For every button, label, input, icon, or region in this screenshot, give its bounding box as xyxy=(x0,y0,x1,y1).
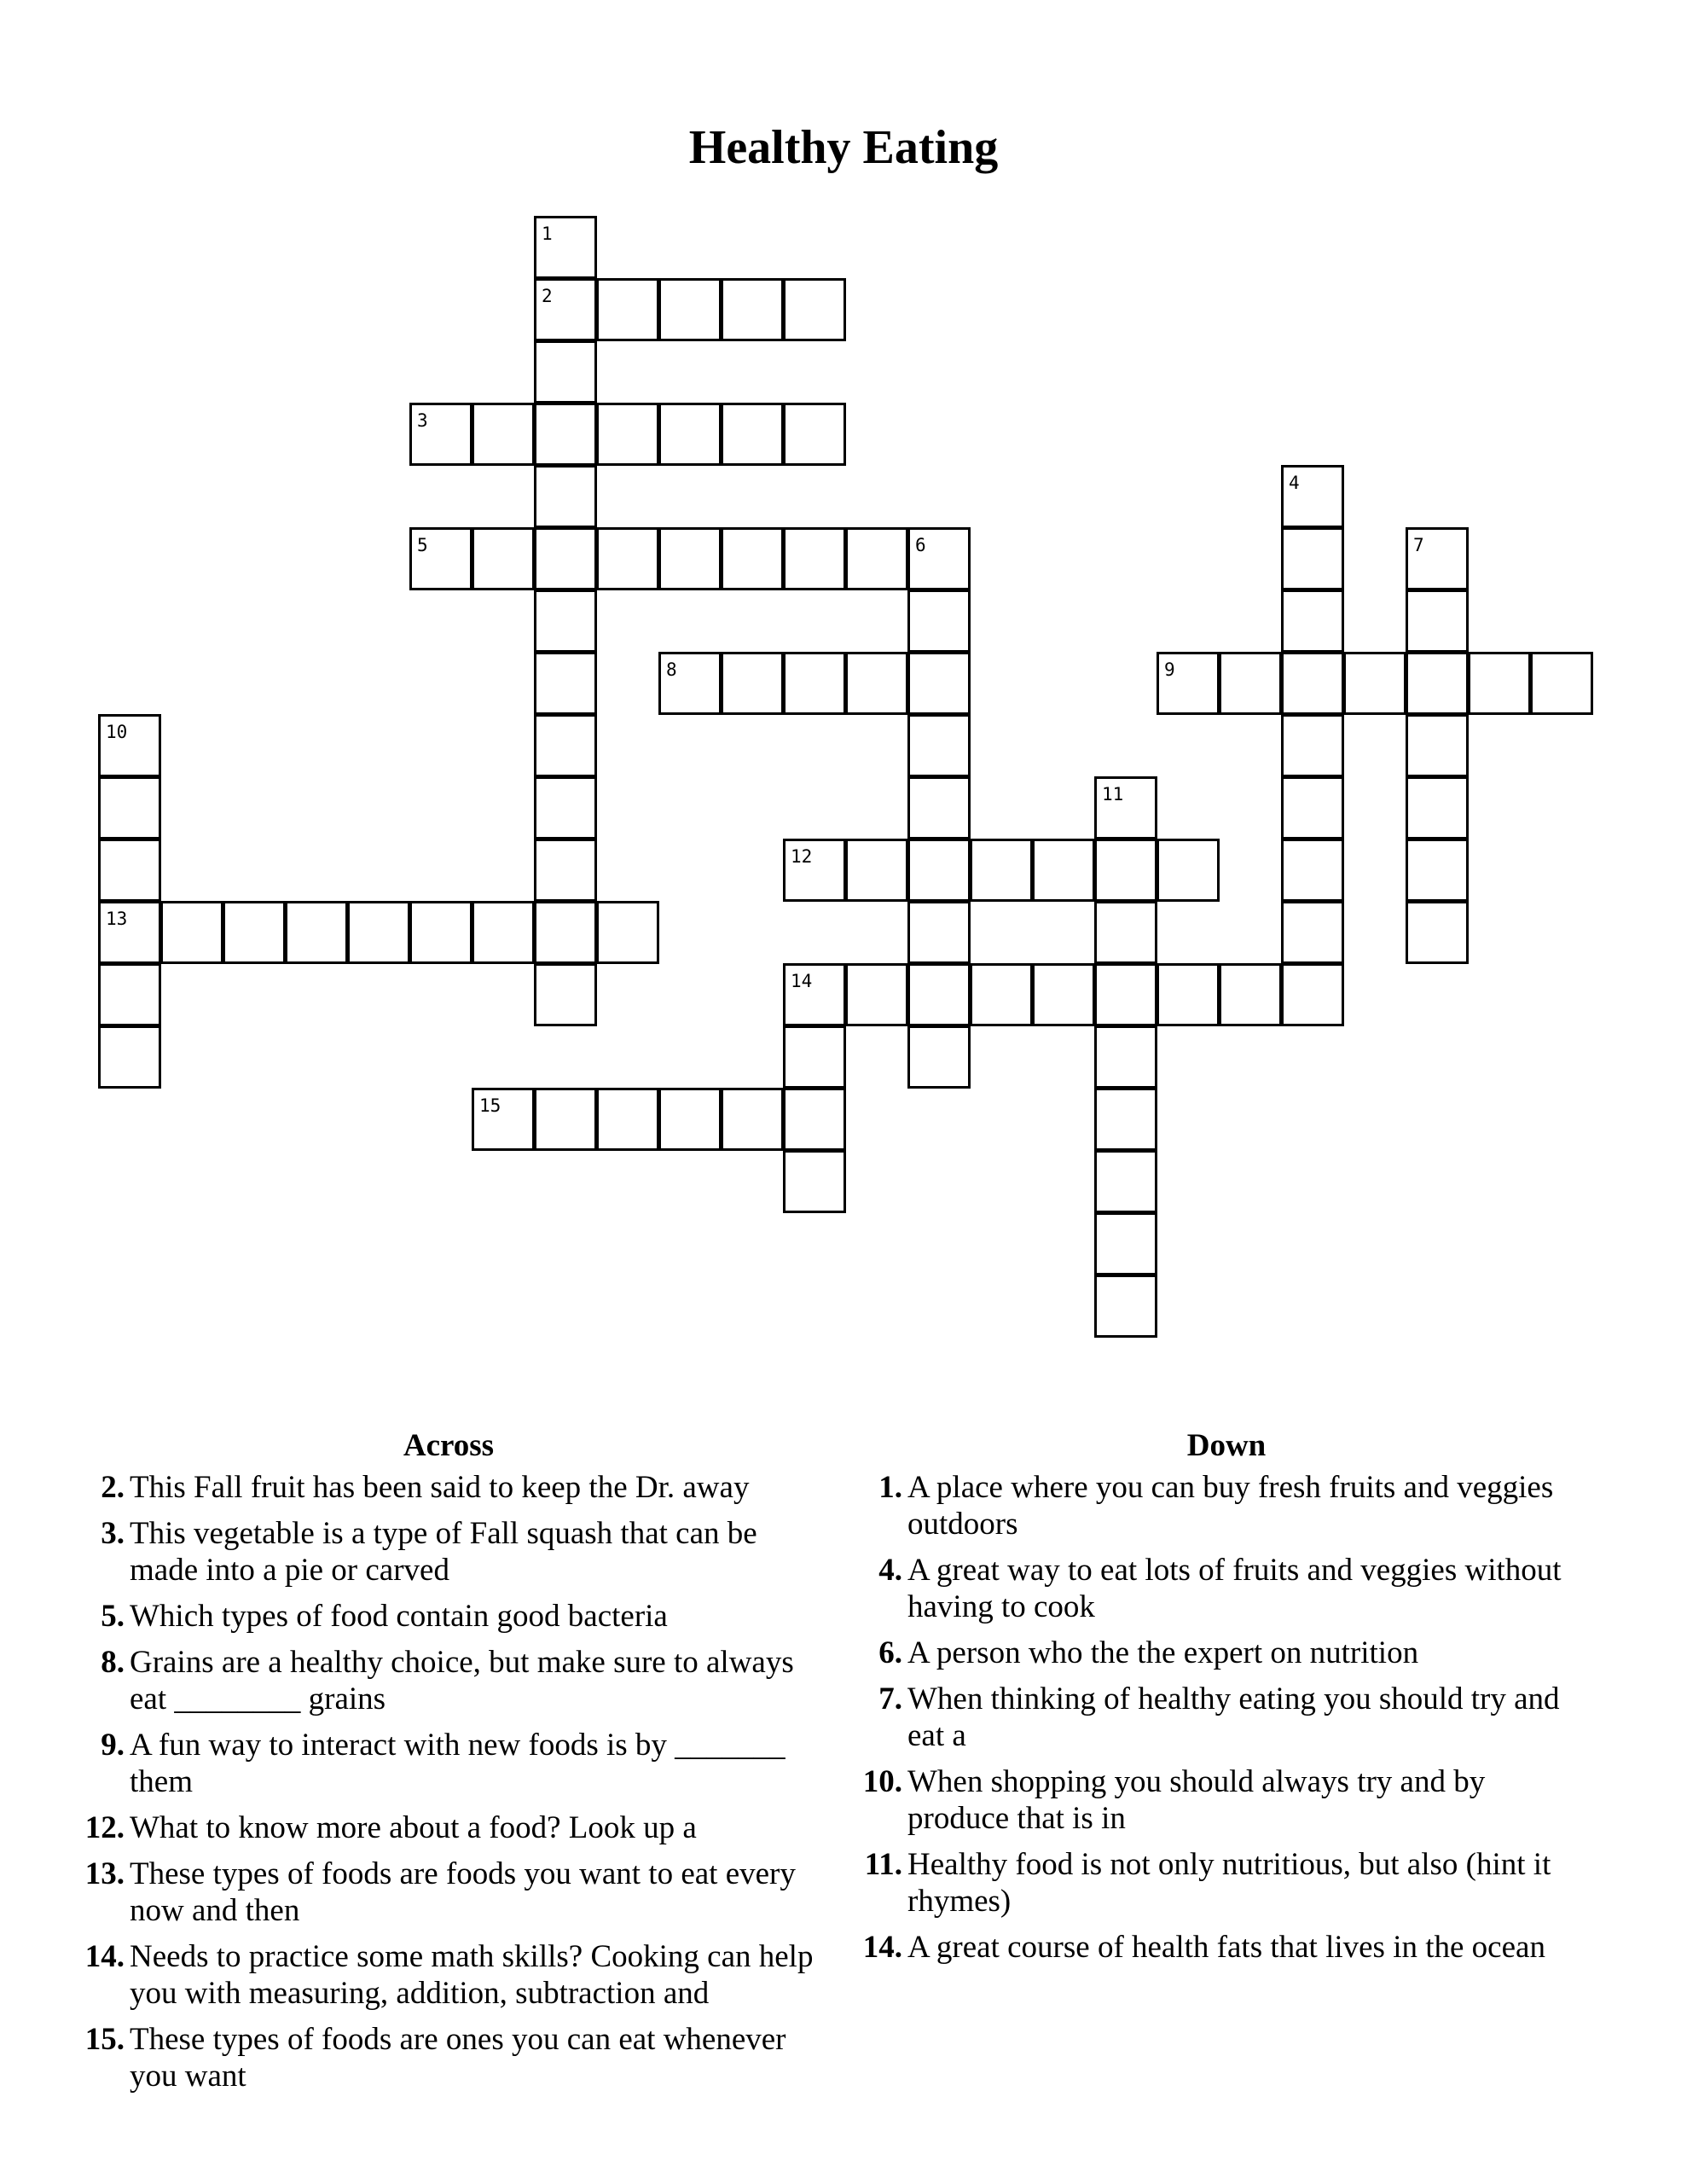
crossword-cell[interactable] xyxy=(98,839,161,902)
cell-number: 15 xyxy=(479,1095,501,1116)
down-clue xyxy=(860,1552,1593,1625)
down-clue xyxy=(860,1681,1593,1754)
cell-number: 11 xyxy=(1102,784,1124,804)
crossword-cell[interactable] xyxy=(472,1088,535,1151)
crossword-cell[interactable] xyxy=(534,340,597,404)
clue-number: 6. xyxy=(878,1635,902,1670)
crossword-cell[interactable] xyxy=(721,652,784,715)
crossword-cell[interactable] xyxy=(1281,465,1344,528)
across-clues xyxy=(82,1423,815,2104)
clue-text: These types of foods are foods you want to eat every now and then xyxy=(130,1856,796,1928)
crossword-cell[interactable] xyxy=(534,278,597,341)
crossword-cell[interactable] xyxy=(721,1088,784,1151)
crossword-cell[interactable] xyxy=(160,901,223,964)
crossword-cell[interactable] xyxy=(534,839,597,902)
crossword-cell[interactable] xyxy=(907,776,971,839)
cell-number: 2 xyxy=(542,286,553,306)
page-title: Healthy Eating xyxy=(688,121,999,174)
cell-number: 3 xyxy=(417,410,428,431)
down-clue xyxy=(860,1635,1593,1671)
crossword-cell[interactable] xyxy=(1281,776,1344,839)
crossword-cell[interactable] xyxy=(534,403,597,466)
clue-number: 15. xyxy=(84,2022,125,2057)
crossword-cell[interactable] xyxy=(534,590,597,653)
crossword-cell[interactable] xyxy=(970,963,1033,1026)
clue-text: When shopping you should always try and by produce that is in xyxy=(907,1764,1486,1836)
crossword-cell[interactable] xyxy=(1094,1212,1157,1275)
crossword-cell[interactable] xyxy=(1094,901,1157,964)
crossword-cell[interactable] xyxy=(721,278,784,341)
crossword-grid xyxy=(98,216,1591,1333)
crossword-cell[interactable] xyxy=(845,527,908,590)
crossword-cell[interactable] xyxy=(783,527,846,590)
crossword-cell[interactable] xyxy=(907,1025,971,1089)
across-clue xyxy=(82,1727,815,1800)
crossword-cell[interactable] xyxy=(1032,839,1095,902)
clue-number: 12. xyxy=(84,1810,125,1845)
clue-number: 13. xyxy=(84,1856,125,1891)
crossword-cell[interactable] xyxy=(658,1088,722,1151)
crossword-cell[interactable] xyxy=(1281,527,1344,590)
cell-number: 10 xyxy=(106,722,128,742)
cell-number: 9 xyxy=(1164,659,1175,680)
crossword-cell[interactable] xyxy=(1094,1275,1157,1338)
crossword-cell[interactable] xyxy=(1406,714,1469,777)
crossword-cell[interactable] xyxy=(534,216,597,279)
crossword-cell[interactable] xyxy=(907,590,971,653)
across-clue xyxy=(82,1515,815,1589)
cell-number: 13 xyxy=(106,909,128,929)
crossword-cell[interactable] xyxy=(534,714,597,777)
crossword-cell[interactable] xyxy=(907,963,971,1026)
across-clue xyxy=(82,1809,815,1846)
clue-text: A great course of health fats that lives in the ocean xyxy=(907,1930,1545,1965)
crossword-cell[interactable] xyxy=(223,901,286,964)
crossword-cell[interactable] xyxy=(1281,590,1344,653)
crossword-cell[interactable] xyxy=(1406,527,1469,590)
across-clue-list xyxy=(82,1469,815,2094)
crossword-cell[interactable] xyxy=(1406,776,1469,839)
crossword-cell[interactable] xyxy=(534,652,597,715)
crossword-cell[interactable] xyxy=(783,278,846,341)
across-clue xyxy=(82,1469,815,1506)
crossword-cell[interactable] xyxy=(658,652,722,715)
down-clue xyxy=(860,1469,1593,1542)
crossword-cell[interactable] xyxy=(1157,652,1220,715)
crossword-cell[interactable] xyxy=(907,527,971,590)
crossword-cell[interactable] xyxy=(534,901,597,964)
clue-text: A place where you can buy fresh fruits and veggies outdoors xyxy=(907,1470,1554,1542)
crossword-cell[interactable] xyxy=(1281,963,1344,1026)
across-heading: Across xyxy=(403,1428,495,1463)
crossword-cell[interactable] xyxy=(1406,652,1469,715)
clue-number: 8. xyxy=(101,1645,125,1680)
cell-number: 14 xyxy=(791,971,813,991)
clue-text: These types of foods are ones you can eat whenever you want xyxy=(130,2022,786,2094)
cell-number: 1 xyxy=(542,224,553,244)
crossword-cell[interactable] xyxy=(1406,901,1469,964)
crossword-cell[interactable] xyxy=(1032,963,1095,1026)
clue-number: 1. xyxy=(878,1470,902,1505)
clue-number: 11. xyxy=(864,1847,902,1882)
crossword-cell[interactable] xyxy=(783,839,846,902)
crossword-cell[interactable] xyxy=(472,527,535,590)
clue-number: 7. xyxy=(878,1682,902,1716)
down-clue xyxy=(860,1929,1593,1966)
clue-text: This vegetable is a type of Fall squash that can be made into a pie or carved xyxy=(130,1516,757,1588)
crossword-cell[interactable] xyxy=(783,963,846,1026)
clue-number: 4. xyxy=(878,1553,902,1588)
crossword-cell[interactable] xyxy=(1219,963,1282,1026)
crossword-cell[interactable] xyxy=(409,901,472,964)
down-clues xyxy=(860,1423,1593,1975)
clue-text: A great way to eat lots of fruits and veggies without having to cook xyxy=(907,1553,1562,1624)
crossword-cell[interactable] xyxy=(534,465,597,528)
crossword-cell[interactable] xyxy=(98,901,161,964)
crossword-cell[interactable] xyxy=(783,1025,846,1089)
crossword-cell[interactable] xyxy=(596,527,659,590)
clue-text: A fun way to interact with new foods is by _______ them xyxy=(130,1728,786,1799)
cell-number: 8 xyxy=(666,659,677,680)
crossword-cell[interactable] xyxy=(783,1150,846,1213)
crossword-cell[interactable] xyxy=(596,403,659,466)
down-heading: Down xyxy=(1186,1428,1267,1463)
crossword-cell[interactable] xyxy=(1468,652,1531,715)
crossword-cell[interactable] xyxy=(658,278,722,341)
crossword-cell[interactable] xyxy=(721,527,784,590)
crossword-cell[interactable] xyxy=(1094,1088,1157,1151)
clue-number: 9. xyxy=(101,1728,125,1763)
crossword-cell[interactable] xyxy=(845,652,908,715)
crossword-cell[interactable] xyxy=(1406,839,1469,902)
crossword-cell[interactable] xyxy=(1281,901,1344,964)
crossword-cell[interactable] xyxy=(1219,652,1282,715)
crossword-cell[interactable] xyxy=(1157,839,1220,902)
crossword-cell[interactable] xyxy=(845,963,908,1026)
crossword-cell[interactable] xyxy=(409,403,472,466)
across-clue xyxy=(82,1644,815,1717)
crossword-cell[interactable] xyxy=(907,652,971,715)
clue-number: 2. xyxy=(101,1470,125,1505)
clue-number: 14. xyxy=(84,1939,125,1974)
cell-number: 12 xyxy=(791,846,813,867)
crossword-cell[interactable] xyxy=(1094,1025,1157,1089)
clue-number: 5. xyxy=(101,1599,125,1634)
across-clue xyxy=(82,1598,815,1635)
crossword-cell[interactable] xyxy=(845,839,908,902)
crossword-cell[interactable] xyxy=(534,527,597,590)
crossword-cell[interactable] xyxy=(658,527,722,590)
crossword-cell[interactable] xyxy=(472,901,535,964)
crossword-cell[interactable] xyxy=(1094,963,1157,1026)
crossword-cell[interactable] xyxy=(1281,652,1344,715)
clue-text: Needs to practice some math skills? Cooking can help you with measuring, addition, subtraction and xyxy=(130,1939,814,2011)
crossword-cell[interactable] xyxy=(347,901,410,964)
cell-number: 5 xyxy=(417,535,428,555)
cell-number: 7 xyxy=(1413,535,1424,555)
crossword-cell[interactable] xyxy=(1094,1150,1157,1213)
crossword-cell[interactable] xyxy=(596,1088,659,1151)
crossword-cell[interactable] xyxy=(907,839,971,902)
crossword-cell[interactable] xyxy=(98,1025,161,1089)
clue-text: Grains are a healthy choice, but make sure to always eat ________ grains xyxy=(130,1645,794,1716)
crossword-cell[interactable] xyxy=(596,278,659,341)
cell-number: 4 xyxy=(1289,473,1300,493)
across-clue xyxy=(82,1938,815,2012)
clue-number: 3. xyxy=(101,1516,125,1551)
cell-number: 6 xyxy=(915,535,926,555)
crossword-cell[interactable] xyxy=(907,901,971,964)
crossword-cell[interactable] xyxy=(534,1088,597,1151)
crossword-cell[interactable] xyxy=(1094,776,1157,839)
down-clue-list xyxy=(860,1469,1593,1966)
crossword-cell[interactable] xyxy=(98,776,161,839)
clue-text: What to know more about a food? Look up a xyxy=(130,1810,697,1845)
crossword-cell[interactable] xyxy=(1343,652,1406,715)
crossword-cell[interactable] xyxy=(1094,839,1157,902)
crossword-cell[interactable] xyxy=(534,963,597,1026)
crossword-cell[interactable] xyxy=(1157,963,1220,1026)
clue-text: Healthy food is not only nutritious, but also (hint it rhymes) xyxy=(907,1847,1551,1919)
clue-text: When thinking of healthy eating you should try and eat a xyxy=(907,1682,1560,1753)
crossword-cell[interactable] xyxy=(783,403,846,466)
crossword-cell[interactable] xyxy=(783,652,846,715)
crossword-cell[interactable] xyxy=(98,963,161,1026)
clue-text: Which types of food contain good bacteria xyxy=(130,1599,668,1634)
crossword-cell[interactable] xyxy=(1281,714,1344,777)
crossword-cell[interactable] xyxy=(658,403,722,466)
crossword-cell[interactable] xyxy=(907,714,971,777)
clue-number: 10. xyxy=(862,1764,902,1799)
clue-number: 14. xyxy=(862,1930,902,1965)
crossword-cell[interactable] xyxy=(472,403,535,466)
crossword-cell[interactable] xyxy=(98,714,161,777)
crossword-cell[interactable] xyxy=(721,403,784,466)
crossword-cell[interactable] xyxy=(409,527,472,590)
crossword-cell[interactable] xyxy=(596,901,659,964)
crossword-cell[interactable] xyxy=(783,1088,846,1151)
crossword-cell[interactable] xyxy=(285,901,348,964)
down-clue xyxy=(860,1846,1593,1920)
crossword-cell[interactable] xyxy=(534,776,597,839)
crossword-cell[interactable] xyxy=(970,839,1033,902)
down-clue xyxy=(860,1763,1593,1837)
crossword-cell[interactable] xyxy=(1406,590,1469,653)
across-clue xyxy=(82,1856,815,1929)
clue-text: A person who the the expert on nutrition xyxy=(907,1635,1419,1670)
across-clue xyxy=(82,2021,815,2094)
clue-text: This Fall fruit has been said to keep the Dr. away xyxy=(130,1470,750,1505)
crossword-cell[interactable] xyxy=(1281,839,1344,902)
crossword-cell[interactable] xyxy=(1530,652,1593,715)
